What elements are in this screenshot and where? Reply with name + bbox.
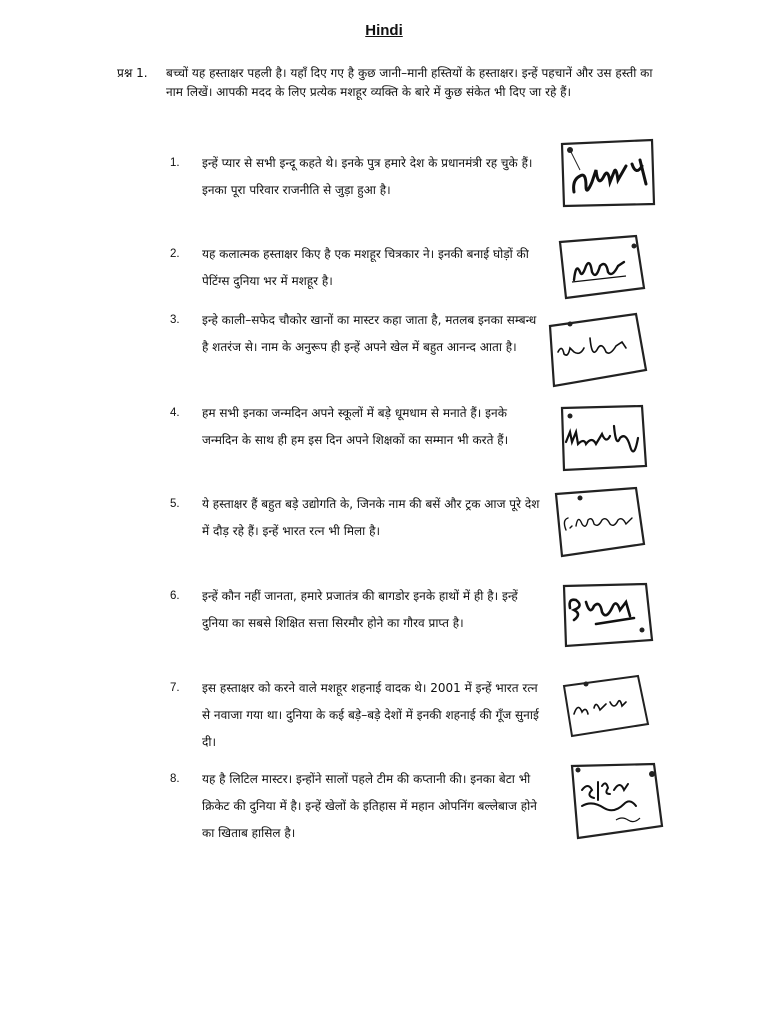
clue-text: यह कलात्मक हस्ताक्षर किए है एक मशहूर चित्रकार ने। इनकी बनाई घोड़ों की पेटिंग्स दुनिया भर में मशहूर है।	[202, 247, 529, 288]
signature-card-icon	[556, 674, 652, 740]
signature-card-icon	[552, 486, 648, 560]
clue-text: ये हस्ताक्षर हैं बहुत बड़े उद्योगति के, जिनके नाम की बसें और ट्रक आज पूरे देश में दौड़ रहे हैं। इन्हें भारत रत्न भी मिला है।	[202, 497, 540, 538]
signature-card-icon	[556, 136, 656, 210]
clue-number: 1.	[170, 157, 180, 169]
clue-text: इस हस्ताक्षर को करने वाले मशहूर शहनाई वादक थे। 2001 में इन्हें भारत रत्न से नवाजा गया था। दुनिया के कई बड़े–बड़े देशों में इनकी शहनाई की गूँज सुनाई दी।	[202, 681, 539, 749]
signature-card-6	[560, 580, 656, 652]
signature-card-icon	[556, 404, 650, 474]
signature-card-2	[556, 232, 648, 302]
clue-number: 6.	[170, 590, 180, 602]
clue-text: इन्हें प्यार से सभी इन्दू कहते थे। इनके पुत्र हमारे देश के प्रधानमंत्री रह चुके हैं। इनका पूरा परिवार राजनीति से जुड़ा हुआ है।	[202, 156, 533, 197]
page-title: Hindi	[365, 22, 403, 39]
question-label: प्रश्न 1.	[117, 66, 148, 80]
signature-card-icon	[556, 232, 648, 302]
signature-card-7	[556, 674, 652, 740]
clue-number: 2.	[170, 248, 180, 260]
clue-number: 3.	[170, 314, 180, 326]
clue-number: 4.	[170, 407, 180, 419]
signature-card-1	[556, 136, 656, 210]
signature-card-8	[568, 760, 668, 842]
clue-text: हम सभी इनका जन्मदिन अपने स्कूलों में बड़े धूमधाम से मनाते हैं। इनके जन्मदिन के साथ ही हम इस दिन अपने शिक्षकों का सम्मान भी करते हैं।	[202, 406, 509, 447]
clue-number: 5.	[170, 498, 180, 510]
clue-text: यह है लिटिल मास्टर। इन्होंने सालों पहले टीम की कप्तानी की। इनका बेटा भी क्रिकेट की दुनिया में है। इन्हें खेलों के इतिहास में महान ओपनिंग बल्लेबाज होने का खिताब हासिल है।	[202, 772, 537, 840]
signature-card-icon	[568, 760, 668, 842]
question-prompt: बच्चों यह हस्ताक्षर पहली है। यहाँ दिए गए है कुछ जानी–मानी हस्तियों के हस्ताक्षर। इन्हें पहचानें और उस हस्ती का नाम लिखें। आपकी मदद के लिए प्रत्येक मशहूर व्यक्ति के बारे में कुछ संकेत भी दिए जा रहे हैं।	[166, 66, 653, 99]
clue-text: इन्हें कौन नहीं जानता, हमारे प्रजातंत्र की बागडोर इनके हाथों में ही है। इन्हें दुनिया का सबसे शिक्षित सत्ता सिरमौर होने का गौरव प्राप्त है।	[202, 589, 518, 630]
signature-card-4	[556, 404, 650, 474]
clue-number: 8.	[170, 773, 180, 785]
clue-text: इन्हे काली–सफेद चौकोर खानों का मास्टर कहा जाता है, मतलब इनका सम्बन्ध है शतरंज से। नाम के अनुरूप ही इन्हें अपने खेल में बहुत आनन्द आता है।	[202, 313, 537, 354]
signature-card-3	[540, 308, 650, 390]
signature-card-icon	[540, 308, 650, 390]
signature-card-5	[552, 486, 648, 560]
signature-card-icon	[560, 580, 656, 652]
clue-number: 7.	[170, 682, 180, 694]
